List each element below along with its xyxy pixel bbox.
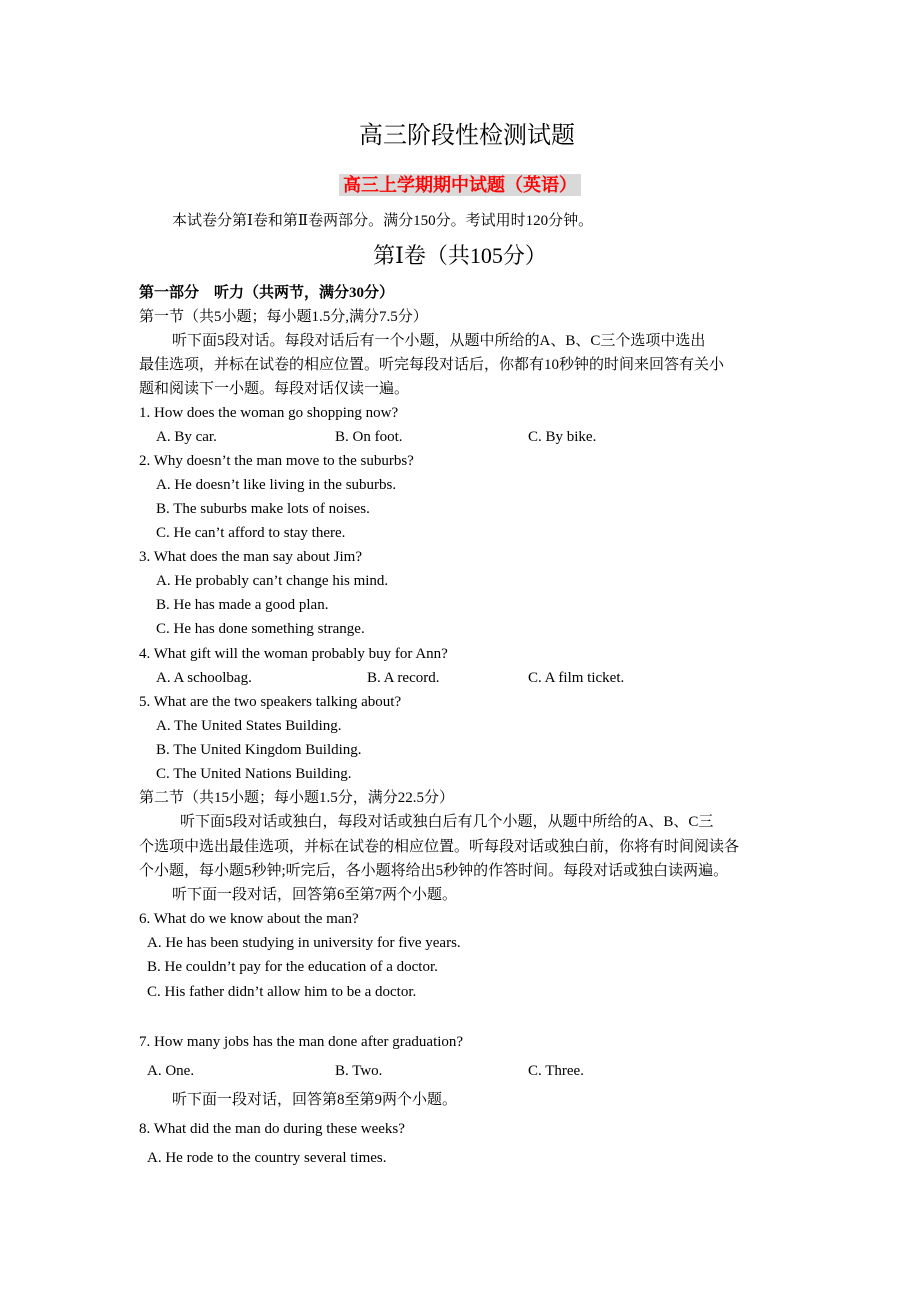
section2-instruction-line: 听下面5段对话或独白，每段对话或独白后有几个小题，从题中所给的A、B、C三	[180, 814, 714, 830]
question-3-option-a: A. He probably can’t change his mind.	[156, 573, 389, 589]
page-title: 高三阶段性检测试题	[359, 123, 575, 149]
question-4: 4. What gift will the woman probably buy for Ann?	[139, 646, 448, 662]
question-3-option-b: B. He has made a good plan.	[156, 597, 329, 613]
section2-instruction-line: 个选项中选出最佳选项，并标在试卷的相应位置。听每段对话或独白前，你将有时间阅读各	[139, 839, 740, 855]
question-8: 8. What did the man do during these weeks?	[139, 1121, 405, 1137]
question-6-option-c: C. His father didn’t allow him to be a doctor.	[147, 984, 417, 1000]
question-6-option-b: B. He couldn’t pay for the education of a doctor.	[147, 959, 438, 975]
question-2-option-b: B. The suburbs make lots of noises.	[156, 501, 370, 517]
question-3: 3. What does the man say about Jim?	[139, 549, 363, 565]
question-7: 7. How many jobs has the man done after graduation?	[139, 1034, 464, 1050]
exam-subtitle-text: 高三上学期期中试题（英语）	[339, 174, 581, 196]
question-5-option-a: A. The United States Building.	[156, 718, 342, 734]
volume-title: 第Ⅰ卷（共105分）	[373, 243, 547, 268]
question-5: 5. What are the two speakers talking about?	[139, 694, 402, 710]
question-6-option-a: A. He has been studying in university for five years.	[147, 935, 461, 951]
dialogue-prompt-8-9: 听下面一段对话，回答第8至第9两个小题。	[172, 1092, 458, 1108]
question-2: 2. Why doesn’t the man move to the suburbs?	[139, 453, 414, 469]
question-7-option-a: A. One.	[147, 1063, 195, 1079]
question-1-option-b: B. On foot.	[335, 429, 403, 445]
question-4-option-c: C. A film ticket.	[528, 670, 625, 686]
exam-intro: 本试卷分第Ⅰ卷和第Ⅱ卷两部分。满分150分。考试用时120分钟。	[172, 213, 594, 229]
section1-instruction-line: 最佳选项，并标在试卷的相应位置。听完每段对话后，你都有10秒钟的时间来回答有关小	[139, 357, 725, 373]
part1-heading: 第一部分 听力（共两节，满分30分）	[139, 285, 395, 301]
question-2-option-a: A. He doesn’t like living in the suburbs.	[156, 477, 397, 493]
question-7-option-c: C. Three.	[528, 1063, 584, 1079]
question-5-option-c: C. The United Nations Building.	[156, 766, 352, 782]
section1-heading: 第一节（共5小题；每小题1.5分,满分7.5分）	[139, 309, 428, 325]
question-4-option-b: B. A record.	[367, 670, 440, 686]
question-1: 1. How does the woman go shopping now?	[139, 405, 399, 421]
exam-subtitle	[0, 172, 920, 198]
question-2-option-c: C. He can’t afford to stay there.	[156, 525, 346, 541]
question-4-option-a: A. A schoolbag.	[156, 670, 252, 686]
question-6: 6. What do we know about the man?	[139, 911, 359, 927]
dialogue-prompt-6-7: 听下面一段对话，回答第6至第7两个小题。	[172, 887, 458, 903]
question-8-option-a: A. He rode to the country several times.	[147, 1150, 387, 1166]
section2-heading: 第二节（共15小题；每小题1.5分，满分22.5分）	[139, 790, 455, 806]
question-3-option-c: C. He has done something strange.	[156, 621, 365, 637]
section1-instruction-line: 听下面5段对话。每段对话后有一个小题，从题中所给的A、B、C三个选项中选出	[172, 333, 706, 349]
section1-instruction-line: 题和阅读下一小题。每段对话仅读一遍。	[139, 381, 410, 397]
question-1-option-c: C. By bike.	[528, 429, 597, 445]
question-7-option-b: B. Two.	[335, 1063, 383, 1079]
question-5-option-b: B. The United Kingdom Building.	[156, 742, 362, 758]
section2-instruction-line: 个小题，每小题5秒钟;听完后，各小题将给出5秒钟的作答时间。每段对话或独白读两遍。	[139, 863, 729, 879]
question-1-option-a: A. By car.	[156, 429, 217, 445]
